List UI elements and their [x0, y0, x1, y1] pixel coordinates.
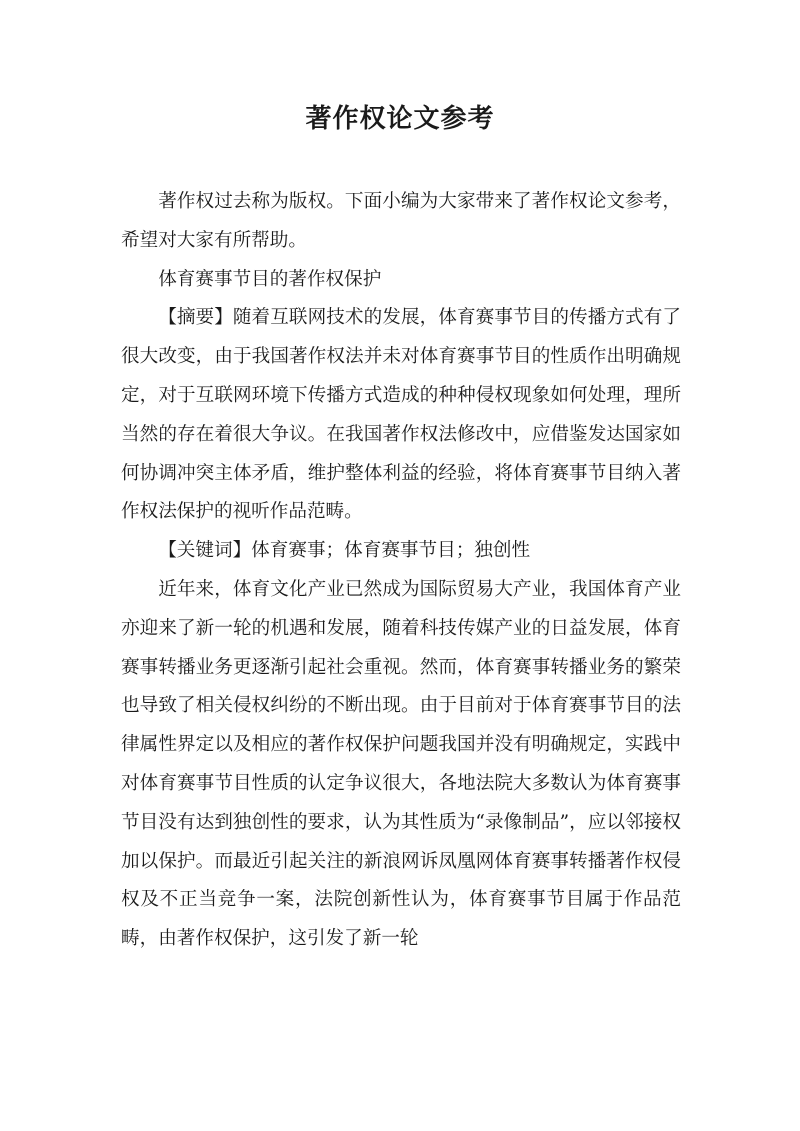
paragraph-intro: 著作权过去称为版权。下面小编为大家带来了著作权论文参考，希望对大家有所帮助。 [121, 191, 681, 251]
paragraph-body: 近年来，体育文化产业已然成为国际贸易大产业，我国体育产业亦迎来了新一轮的机遇和发展，随着科技传媒产业的日益发展，体育赛事转播业务更逐渐引起社会重视。然而，体育赛事转播业务的繁荣也导致了相关侵权纠纷的不断出现。由于目前对于体育赛事节目的法律属性界定以及相应的著作权保护问题我国并没有明确规定，实践中对体育赛事节目性质的认定争议很大，各地法院大多数认为体育赛事节目没有达到独创性的要求，认为其性质为“录像制品”，应以邻接权加以保护。而最近引起关注的新浪网诉凤凰网体育赛事转播著作权侵权及不正当竞争一案，法院创新性认为，体育赛事节目属于作品范畴，由著作权保护，这引发了新一轮 [121, 578, 681, 950]
paragraph-subtitle: 体育赛事节目的著作权保护 [158, 268, 382, 290]
paragraph-keywords: 【关键词】体育赛事；体育赛事节目；独创性 [158, 540, 531, 562]
paragraph-abstract: 【摘要】随着互联网技术的发展，体育赛事节目的传播方式有了很大改变，由于我国著作权法并未对体育赛事节目的性质作出明确规定，对于互联网环境下传播方式造成的种种侵权现象如何处理，理所当然的存在着很大争议。在我国著作权法修改中，应借鉴发达国家如何协调冲突主体矛盾，维护整体利益的经验，将体育赛事节目纳入著作权法保护的视听作品范畴。 [121, 307, 681, 523]
document-body [121, 183, 681, 959]
document-title: 著作权论文参考 [305, 104, 495, 134]
